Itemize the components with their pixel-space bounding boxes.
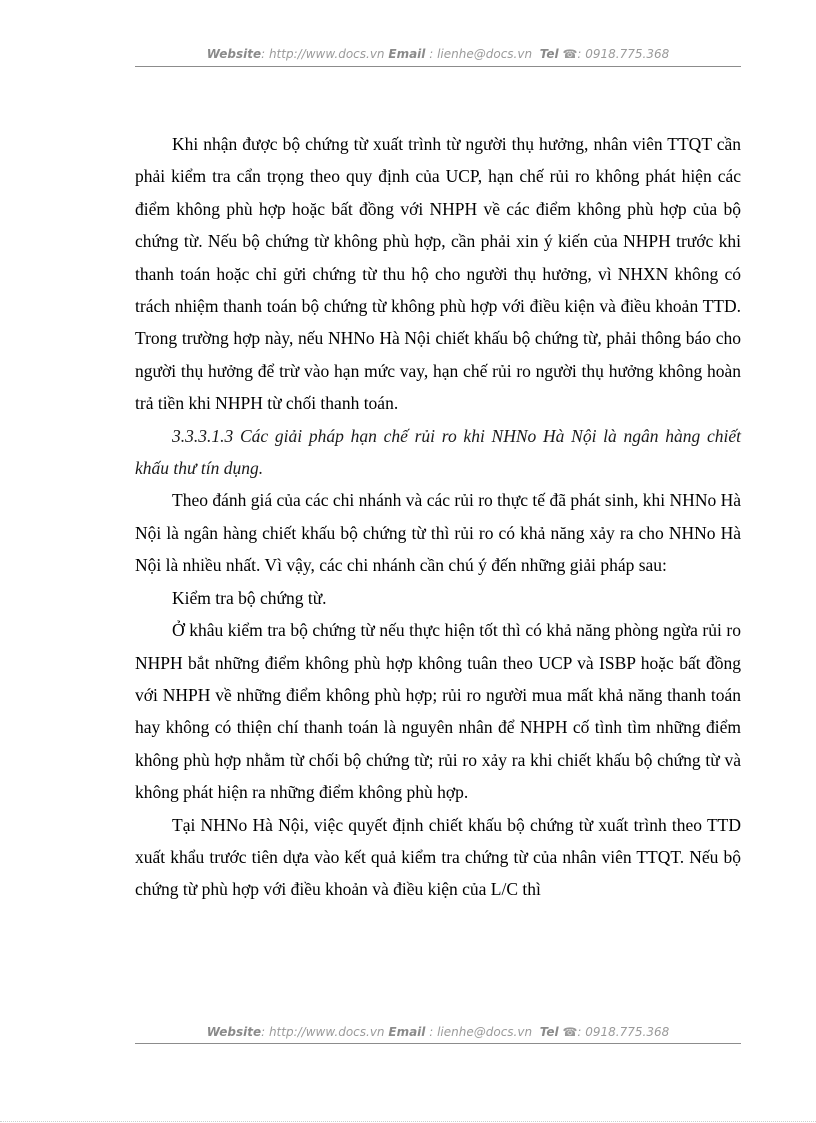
- footer-website-url[interactable]: : http://www.docs.vn: [261, 1025, 385, 1039]
- page-edge-line: [0, 1121, 816, 1122]
- telephone-icon: ☎: [562, 47, 578, 61]
- footer-tel-label: Tel: [539, 1025, 559, 1039]
- header-tel-value: : 0918.775.368: [577, 47, 670, 61]
- telephone-icon: ☎: [562, 1025, 578, 1039]
- header-divider: [135, 66, 741, 67]
- paragraph-3: Ở khâu kiểm tra bộ chứng từ nếu thực hiện tốt thì có khả năng phòng ngừa rủi ro NHPH bắt những điểm không phù hợp không tuân theo UCP và ISBP hoặc bất đồng với NHPH về những điểm không phù hợp; rủi ro người mua mất khả năng thanh toán hay không có thiện chí thanh toán là nguyên nhân để NHPH cố tình tìm những điểm không phù hợp nhằm từ chối bộ chứng từ; rủi ro xảy ra khi chiết khấu bộ chứng từ và không phát hiện ra những điểm không phù hợp.: [135, 620, 741, 803]
- paragraph-4: Tại NHNo Hà Nội, việc quyết định chiết khấu bộ chứng từ xuất trình theo TTD xuất khẩu trước tiên dựa vào kết quả kiểm tra chứng từ của nhân viên TTQT. Nếu bộ chứng từ phù hợp với điều khoản và điều kiện của L/C thì: [135, 814, 741, 900]
- page-footer: [135, 1024, 741, 1040]
- footer-divider: [135, 1043, 741, 1044]
- document-body: [135, 128, 741, 906]
- header-tel-label: Tel: [539, 47, 559, 61]
- paragraph-2: Theo đánh giá của các chi nhánh và các rủi ro thực tế đã phát sinh, khi NHNo Hà Nội là ngân hàng chiết khấu bộ chứng từ thì rủi ro có khả năng xảy ra cho NHNo Hà Nội là nhiều nhất. Vì vậy, các chi nhánh cần chú ý đến những giải pháp sau:: [135, 490, 741, 576]
- header-website-url[interactable]: : http://www.docs.vn: [261, 47, 385, 61]
- page-header: [135, 46, 741, 62]
- header-email-label: Email: [388, 47, 426, 61]
- header-email-value[interactable]: : lienhe@docs.vn: [429, 47, 533, 61]
- footer-email-label: Email: [388, 1025, 426, 1039]
- paragraph-1: Khi nhận được bộ chứng từ xuất trình từ người thụ hưởng, nhân viên TTQT cần phải kiểm tra cẩn trọng theo quy định của UCP, hạn chế rủi ro không phát hiện các điểm không phù hợp hoặc bất đồng với NHPH về các điểm không phù hợp của bộ chứng từ. Nếu bộ chứng từ không phù hợp, cần phải xin ý kiến của NHPH trước khi thanh toán hoặc chỉ gửi chứng từ thu hộ cho người thụ hưởng, vì NHXN không có trách nhiệm thanh toán bộ chứng từ không phù hợp với điều kiện và điều khoản TTD. Trong trường hợp này, nếu NHNo Hà Nội chiết khấu bộ chứng từ, phải thông báo cho người thụ hưởng để trừ vào hạn mức vay, hạn chế rủi ro người thụ hưởng không hoàn trả tiền khi NHPH từ chối thanh toán.: [135, 134, 741, 414]
- footer-tel-value: : 0918.775.368: [577, 1025, 670, 1039]
- footer-email-value[interactable]: : lienhe@docs.vn: [429, 1025, 533, 1039]
- section-heading-3-3-3-1-3: 3.3.3.1.3 Các giải pháp hạn chế rủi ro khi NHNo Hà Nội là ngân hàng chiết khấu thư tín dụng.: [135, 425, 741, 479]
- subheading-kiem-tra: Kiểm tra bộ chứng từ.: [172, 587, 327, 608]
- footer-website-label: Website: [206, 1025, 262, 1039]
- header-website-label: Website: [206, 47, 262, 61]
